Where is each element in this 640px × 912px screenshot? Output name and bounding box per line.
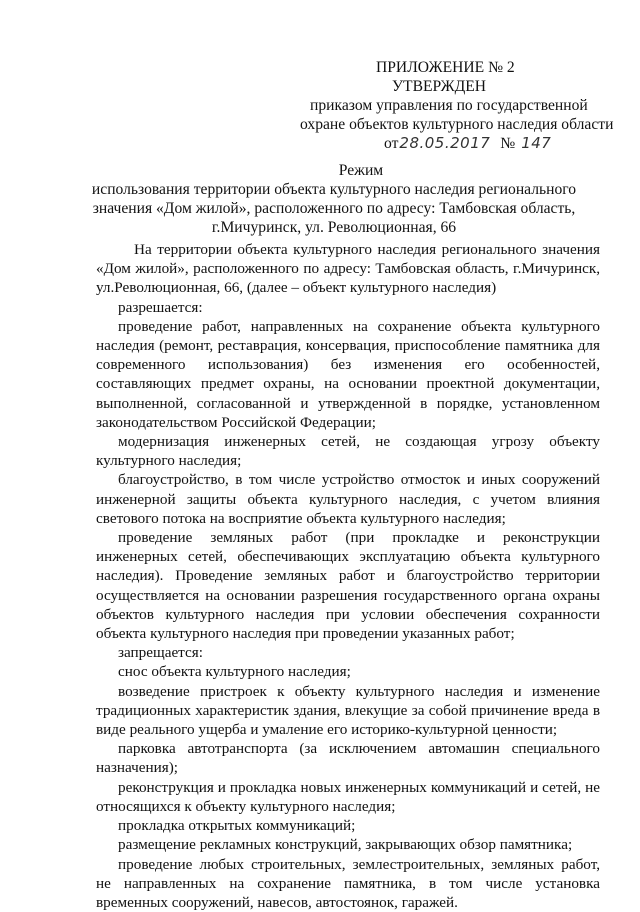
allowed-item: модернизация инженерных сетей, не создающая угрозу объекту культурного наследия;: [96, 432, 600, 470]
allowed-item: благоустройство, в том числе устройство отмосток и иных сооружений инженерной защиты объекта культурного наследия, с учетом влияния светового потока на восприятие объекта культурного наследия;: [96, 470, 600, 528]
allowed-item: проведение работ, направленных на сохранение объекта культурного наследия (ремонт, реставрация, консервация, приспособление памятника для современного использования) без изменения его особенностей, составляющих предмет охраны, на основании проектной документации, выполненной, согласованной и утвержденной в порядке, установленном законодательством Российской Федерации;: [96, 317, 600, 432]
date-prefix: от: [384, 134, 398, 153]
appendix-number: ПРИЛОЖЕНИЕ № 2: [376, 58, 620, 77]
forbidden-item: снос объекта культурного наследия;: [96, 662, 600, 681]
regime-subtitle-line: значения «Дом жилой», расположенного по адресу: Тамбовская область,: [28, 199, 640, 218]
regime-title: Режим: [82, 161, 640, 180]
forbidden-item: проведение любых строительных, землестроительных, земляных работ, не направленных на сохранение памятника, в том числе установка временных сооружений, навесов, автостоянок, гаражей.: [96, 855, 600, 912]
forbidden-item: прокладка открытых коммуникаций;: [96, 816, 600, 835]
regime-subtitle-line: г.Мичуринск, ул. Революционная, 66: [28, 218, 640, 237]
allowed-heading: разрешается:: [96, 298, 600, 317]
forbidden-item: возведение пристроек к объекту культурного наследия и изменение традиционных характеристик здания, влекущие за собой причинение вреда в виде реального ущерба и умаление его историко-культурной ценности;: [96, 682, 600, 740]
approval-block: [300, 58, 620, 153]
handwritten-date: 28.05.2017: [399, 134, 490, 153]
regime-subtitle-line: использования территории объекта культурного наследия регионального: [28, 180, 640, 199]
order-date-line: [384, 134, 620, 153]
order-line-2: охране объектов культурного наследия области: [300, 115, 620, 134]
forbidden-item: размещение рекламных конструкций, закрывающих обзор памятника;: [96, 835, 600, 854]
regime-heading: [0, 161, 640, 237]
forbidden-heading: запрещается:: [96, 643, 600, 662]
forbidden-item: парковка автотранспорта (за исключением автомашин специального назначения);: [96, 739, 600, 777]
intro-paragraph: На территории объекта культурного наследия регионального значения «Дом жилой», расположенного по адресу: Тамбовская область, г.Мичуринск, ул.Революционная, 66, (далее – объект культурного наследия): [96, 240, 600, 298]
approved-label: УТВЕРЖДЕН: [392, 77, 620, 96]
number-sign: №: [500, 134, 515, 153]
handwritten-number: 147: [521, 134, 551, 153]
document-body: [96, 240, 600, 912]
order-line-1: приказом управления по государственной: [310, 96, 620, 115]
forbidden-item: реконструкция и прокладка новых инженерных коммуникаций и сетей, не относящихся к объекту культурного наследия;: [96, 778, 600, 816]
allowed-item: проведение земляных работ (при прокладке и реконструкции инженерных сетей, обеспечивающих эксплуатацию объекта культурного наследия). Проведение земляных работ и благоустройство территории осуществляется на основании разрешения государственного органа охраны объектов культурного наследия при условии обеспечения сохранности объекта культурного наследия при проведении указанных работ;: [96, 528, 600, 643]
